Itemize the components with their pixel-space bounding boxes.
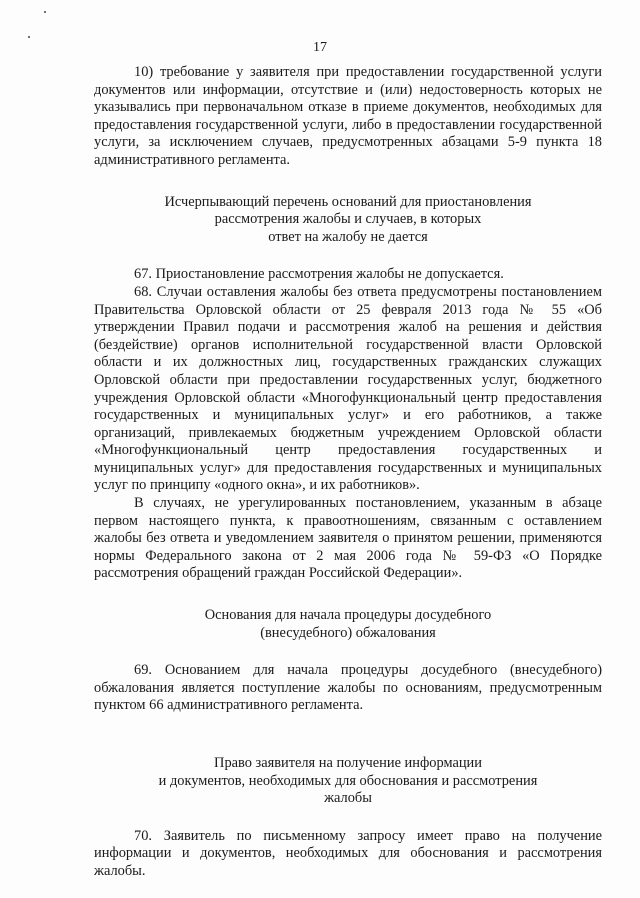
scan-speck: [44, 11, 46, 13]
heading-line: (внесудебного) обжалования: [260, 624, 436, 641]
section-heading-grounds: [94, 607, 602, 642]
heading-line: жалобы: [324, 790, 372, 807]
scan-speck: [28, 36, 30, 38]
paragraph-67: 67. Приостановление рассмотрения жалобы не допускается.: [134, 266, 504, 283]
paragraph-69: 69. Основанием для начала процедуры досудебного (внесудебного) обжалования является поступление жалобы по основаниям, предусмотренным пунктом 66 административного регламента.: [94, 662, 602, 714]
paragraph-68: 68. Случаи оставления жалобы без ответа предусмотрены постановлением Правительства Орловской области от 25 февраля 2013 года № 55 «Об утверждении Правил подачи и рассмотрения жалоб на решения и действия (бездействие) органов исполнительной государственной власти Орловской области и их должностных лиц, государственных гражданских служащих Орловской области при предоставлении государственных услуг, бюджетного учреждения Орловской области «Многофункциональный центр предоставления государственных и муниципальных услуг» и его работников, а также организаций, привлекаемых бюджетным учреждением Орловской области «Многофункциональный центр предоставления государственных и муниципальных услуг» для предоставления государственных и муниципальных услуг по принципу «одного окна», и их работников».: [94, 283, 602, 494]
heading-line: рассмотрения жалобы и случаев, в которых: [214, 211, 482, 228]
heading-line: Исчерпывающий перечень оснований для приостановления: [164, 193, 532, 210]
section-heading-right-to-info: [94, 755, 602, 808]
heading-line: Основания для начала процедуры досудебного: [204, 607, 492, 624]
document-body: [94, 64, 602, 881]
heading-line: ответ на жалобу не дается: [268, 228, 428, 245]
paragraph-10-item: 10) требование у заявителя при предоставлении государственной услуги документов или информации, отсутствие и (или) недостоверность которых не указывались при первоначальном отказе в приеме документов, необходимых для предоставления государственной услуги, либо в предоставлении государственной услуги, за исключением случаев, предусмотренных абзацами 5-9 пункта 18 административного регламента.: [94, 64, 602, 168]
page-number: 17: [313, 40, 327, 55]
heading-line: и документов, необходимых для обоснования и рассмотрения: [158, 772, 538, 789]
heading-line: Право заявителя на получение информации: [214, 755, 482, 771]
section-heading-suspension: [94, 194, 602, 247]
paragraph-68-cont: В случаях, не урегулированных постановлением, указанным в абзаце первом настоящего пункта, к правоотношениям, связанным с оставлением жалобы без ответа и уведомлением заявителя о принятом решении, применяются нормы Федерального закона от 2 мая 2006 года № 59-ФЗ «О Порядке рассмотрения обращений граждан Российской Федерации».: [94, 495, 602, 582]
paragraph-70: 70. Заявитель по письменному запросу имеет право на получение информации и документов, необходимых для обоснования и рассмотрения жалобы.: [94, 827, 602, 879]
